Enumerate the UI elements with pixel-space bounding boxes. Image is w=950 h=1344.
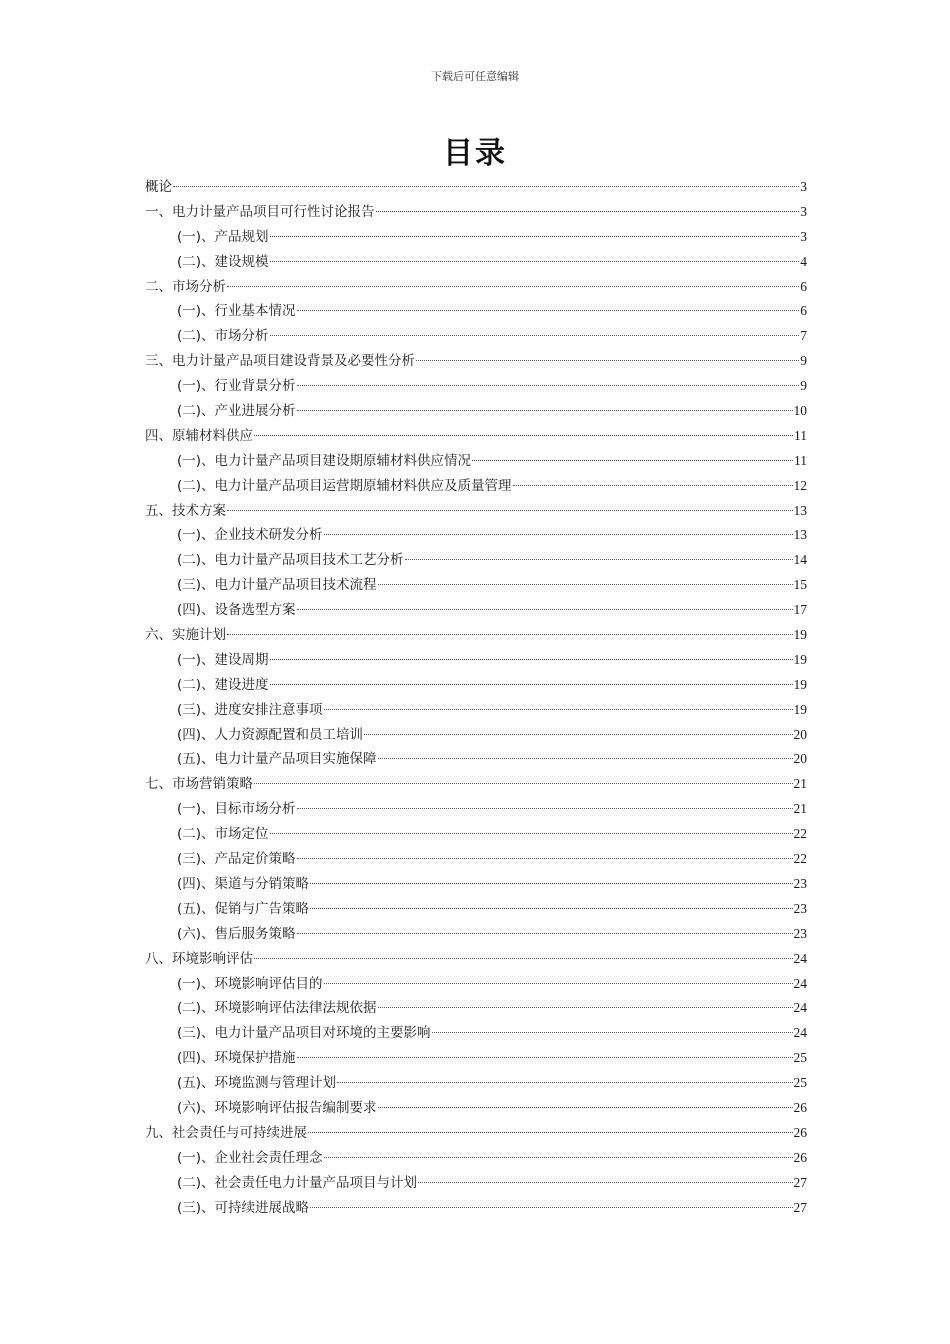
toc-dot-leader bbox=[227, 510, 793, 511]
toc-section-entry[interactable] bbox=[145, 1171, 807, 1196]
toc-dot-leader bbox=[254, 783, 793, 784]
toc-entry-label: (三)、可持续进展战略 bbox=[177, 1199, 310, 1216]
toc-dot-leader bbox=[308, 1132, 793, 1133]
toc-entry-page-number: 17 bbox=[793, 602, 807, 618]
toc-entry-page-number: 15 bbox=[793, 577, 807, 593]
toc-dot-leader bbox=[378, 1107, 793, 1108]
toc-dot-leader bbox=[310, 883, 792, 884]
toc-section-entry[interactable] bbox=[145, 1046, 807, 1071]
page-header-note: 下载后可任意编辑 bbox=[431, 70, 519, 83]
toc-dot-leader bbox=[416, 360, 799, 361]
toc-dot-leader bbox=[432, 1032, 793, 1033]
toc-dot-leader bbox=[297, 858, 793, 859]
toc-chapter-entry[interactable] bbox=[145, 499, 807, 524]
toc-entry-label: (二)、电力计量产品项目运营期原辅材料供应及质量管理 bbox=[177, 477, 512, 494]
toc-section-entry[interactable] bbox=[145, 449, 807, 474]
toc-entry-label: (二)、建设进度 bbox=[177, 676, 269, 693]
toc-section-entry[interactable] bbox=[145, 996, 807, 1021]
toc-section-entry[interactable] bbox=[145, 648, 807, 673]
toc-chapter-entry[interactable] bbox=[145, 772, 807, 797]
toc-dot-leader bbox=[297, 609, 793, 610]
toc-entry-label: (一)、电力计量产品项目建设期原辅材料供应情况 bbox=[177, 452, 472, 469]
toc-dot-leader bbox=[297, 410, 793, 411]
toc-entry-label: (四)、设备选型方案 bbox=[177, 602, 296, 619]
toc-entry-label: (三)、产品定价策略 bbox=[177, 851, 296, 868]
toc-entry-page-number: 3 bbox=[800, 228, 807, 244]
toc-section-entry[interactable] bbox=[145, 747, 807, 772]
toc-dot-leader bbox=[378, 584, 793, 585]
toc-section-entry[interactable] bbox=[145, 598, 807, 623]
toc-entry-page-number: 22 bbox=[793, 851, 807, 867]
toc-entry-label: (二)、市场分析 bbox=[177, 328, 269, 345]
toc-chapter-entry[interactable] bbox=[145, 424, 807, 449]
toc-dot-leader bbox=[297, 310, 800, 311]
toc-dot-leader bbox=[324, 983, 793, 984]
toc-section-entry[interactable] bbox=[145, 1196, 807, 1221]
toc-chapter-entry[interactable] bbox=[145, 349, 807, 374]
toc-dot-leader bbox=[310, 1207, 792, 1208]
toc-dot-leader bbox=[364, 734, 792, 735]
toc-entry-page-number: 21 bbox=[793, 776, 807, 792]
toc-entry-page-number: 24 bbox=[793, 950, 807, 966]
toc-entry-label: (一)、行业背景分析 bbox=[177, 378, 296, 395]
toc-entry-label: 一、电力计量产品项目可行性讨论报告 bbox=[145, 203, 375, 220]
toc-entry-page-number: 10 bbox=[793, 403, 807, 419]
toc-entry-label: (三)、电力计量产品项目对环境的主要影响 bbox=[177, 1025, 431, 1042]
toc-dot-leader bbox=[254, 435, 793, 436]
toc-dot-leader bbox=[513, 485, 793, 486]
toc-chapter-entry[interactable] bbox=[145, 947, 807, 972]
toc-entry-label: (一)、行业基本情况 bbox=[177, 303, 296, 320]
toc-entry-label: 二、市场分析 bbox=[145, 278, 226, 295]
toc-entry-label: 八、环境影响评估 bbox=[145, 950, 253, 967]
toc-dot-leader bbox=[270, 684, 793, 685]
toc-section-entry[interactable] bbox=[145, 1021, 807, 1046]
toc-chapter-entry[interactable] bbox=[145, 1121, 807, 1146]
toc-section-entry[interactable] bbox=[145, 573, 807, 598]
toc-section-entry[interactable] bbox=[145, 872, 807, 897]
toc-entry-label: (四)、环境保护措施 bbox=[177, 1050, 296, 1067]
toc-section-entry[interactable] bbox=[145, 474, 807, 499]
toc-dot-leader bbox=[337, 1082, 792, 1083]
toc-entry-page-number: 19 bbox=[793, 651, 807, 667]
toc-dot-leader bbox=[310, 908, 792, 909]
toc-section-entry[interactable] bbox=[145, 523, 807, 548]
toc-dot-leader bbox=[378, 1007, 793, 1008]
toc-dot-leader bbox=[297, 385, 800, 386]
toc-section-entry[interactable] bbox=[145, 1096, 807, 1121]
toc-section-entry[interactable] bbox=[145, 1146, 807, 1171]
toc-dot-leader bbox=[324, 709, 793, 710]
toc-entry-label: (二)、环境影响评估法律法规依据 bbox=[177, 1000, 377, 1017]
toc-section-entry[interactable] bbox=[145, 972, 807, 997]
toc-section-entry[interactable] bbox=[145, 797, 807, 822]
toc-dot-leader bbox=[227, 286, 799, 287]
toc-entry-page-number: 25 bbox=[793, 1075, 807, 1091]
toc-dot-leader bbox=[324, 1157, 793, 1158]
toc-section-entry[interactable] bbox=[145, 698, 807, 723]
toc-entry-page-number: 11 bbox=[794, 452, 807, 468]
toc-dot-leader bbox=[405, 559, 793, 560]
toc-dot-leader bbox=[376, 211, 800, 212]
toc-title: 目录 bbox=[443, 136, 507, 171]
toc-entry-page-number: 12 bbox=[793, 477, 807, 493]
toc-dot-leader bbox=[378, 758, 793, 759]
toc-entry-page-number: 3 bbox=[800, 179, 807, 194]
toc-entry-page-number: 24 bbox=[793, 1025, 807, 1041]
toc-entry-page-number: 23 bbox=[793, 900, 807, 916]
toc-dot-leader bbox=[270, 261, 800, 262]
toc-entry-label: (五)、环境监测与管理计划 bbox=[177, 1075, 337, 1092]
toc-dot-leader bbox=[173, 186, 799, 187]
toc-entry-page-number: 9 bbox=[800, 378, 807, 394]
toc-entry-page-number: 4 bbox=[800, 253, 807, 269]
toc-entry-label: (四)、人力资源配置和员工培训 bbox=[177, 726, 364, 743]
toc-chapter-entry[interactable] bbox=[145, 275, 807, 300]
toc-section-entry[interactable] bbox=[145, 897, 807, 922]
toc-entry-label: (三)、进度安排注意事项 bbox=[177, 701, 323, 718]
toc-entry-page-number: 21 bbox=[793, 801, 807, 817]
toc-entry-label: (六)、售后服务策略 bbox=[177, 925, 296, 942]
toc-entry-label: (一)、产品规划 bbox=[177, 228, 269, 245]
toc-entry-page-number: 13 bbox=[793, 502, 807, 518]
toc-entry-label: (二)、建设规模 bbox=[177, 253, 269, 270]
toc-section-entry[interactable] bbox=[145, 847, 807, 872]
toc-entry-page-number: 20 bbox=[793, 751, 807, 767]
toc-section-entry[interactable] bbox=[145, 548, 807, 573]
toc-dot-leader bbox=[297, 808, 793, 809]
toc-section-entry[interactable] bbox=[145, 673, 807, 698]
toc-dot-leader bbox=[472, 460, 793, 461]
toc-entry-page-number: 19 bbox=[793, 627, 807, 643]
toc-section-entry[interactable] bbox=[145, 324, 807, 349]
toc-entry-label: (一)、企业技术研发分析 bbox=[177, 527, 323, 544]
toc-dot-leader bbox=[297, 933, 793, 934]
toc-entry-label: (二)、市场定位 bbox=[177, 826, 269, 843]
toc-entry-page-number: 27 bbox=[793, 1199, 807, 1215]
toc-section-entry[interactable] bbox=[145, 723, 807, 748]
toc-chapter-entry[interactable] bbox=[145, 200, 807, 225]
toc-entry-page-number: 6 bbox=[800, 303, 807, 319]
toc-entry-label: 四、原辅材料供应 bbox=[145, 427, 253, 444]
toc-entry-page-number: 27 bbox=[793, 1174, 807, 1190]
toc-entry-page-number: 23 bbox=[793, 925, 807, 941]
toc-entry-page-number: 9 bbox=[800, 353, 807, 369]
table-of-contents bbox=[145, 175, 807, 1220]
toc-entry-page-number: 22 bbox=[793, 826, 807, 842]
toc-entry-label: 三、电力计量产品项目建设背景及必要性分析 bbox=[145, 353, 415, 370]
toc-entry-label: (二)、产业进展分析 bbox=[177, 403, 296, 420]
toc-section-entry[interactable] bbox=[145, 822, 807, 847]
toc-dot-leader bbox=[254, 958, 793, 959]
toc-entry-label: 概论 bbox=[145, 179, 172, 195]
toc-dot-leader bbox=[270, 833, 793, 834]
toc-entry-page-number: 25 bbox=[793, 1050, 807, 1066]
toc-entry-label: (二)、社会责任电力计量产品项目与计划 bbox=[177, 1174, 418, 1191]
toc-chapter-entry[interactable] bbox=[145, 175, 807, 200]
toc-section-entry[interactable] bbox=[145, 225, 807, 250]
toc-section-entry[interactable] bbox=[145, 1071, 807, 1096]
toc-entry-page-number: 19 bbox=[793, 676, 807, 692]
toc-entry-page-number: 14 bbox=[793, 552, 807, 568]
toc-section-entry[interactable] bbox=[145, 250, 807, 275]
toc-entry-page-number: 26 bbox=[793, 1099, 807, 1115]
toc-dot-leader bbox=[297, 1057, 793, 1058]
toc-dot-leader bbox=[270, 335, 800, 336]
toc-entry-label: (一)、企业社会责任理念 bbox=[177, 1149, 323, 1166]
toc-entry-label: 七、市场营销策略 bbox=[145, 776, 253, 793]
toc-entry-page-number: 13 bbox=[793, 527, 807, 543]
toc-entry-page-number: 24 bbox=[793, 1000, 807, 1016]
toc-section-entry[interactable] bbox=[145, 374, 807, 399]
toc-entry-page-number: 26 bbox=[793, 1124, 807, 1140]
toc-entry-label: (一)、环境影响评估目的 bbox=[177, 975, 323, 992]
toc-entry-label: 六、实施计划 bbox=[145, 627, 226, 644]
toc-entry-label: (一)、建设周期 bbox=[177, 651, 269, 668]
toc-entry-label: 五、技术方案 bbox=[145, 502, 226, 519]
toc-entry-page-number: 23 bbox=[793, 875, 807, 891]
toc-entry-label: (一)、目标市场分析 bbox=[177, 801, 296, 818]
toc-entry-page-number: 6 bbox=[800, 278, 807, 294]
toc-entry-page-number: 24 bbox=[793, 975, 807, 991]
toc-entry-label: (五)、促销与广告策略 bbox=[177, 900, 310, 917]
toc-entry-label: (五)、电力计量产品项目实施保障 bbox=[177, 751, 377, 768]
toc-entry-page-number: 26 bbox=[793, 1149, 807, 1165]
toc-entry-page-number: 20 bbox=[793, 726, 807, 742]
toc-dot-leader bbox=[270, 659, 793, 660]
toc-dot-leader bbox=[324, 534, 793, 535]
toc-entry-label: (三)、电力计量产品项目技术流程 bbox=[177, 577, 377, 594]
toc-entry-page-number: 7 bbox=[800, 328, 807, 344]
toc-chapter-entry[interactable] bbox=[145, 623, 807, 648]
toc-entry-label: (四)、渠道与分销策略 bbox=[177, 875, 310, 892]
toc-section-entry[interactable] bbox=[145, 922, 807, 947]
toc-section-entry[interactable] bbox=[145, 299, 807, 324]
toc-dot-leader bbox=[227, 634, 793, 635]
toc-dot-leader bbox=[418, 1182, 792, 1183]
toc-entry-page-number: 19 bbox=[793, 701, 807, 717]
toc-section-entry[interactable] bbox=[145, 399, 807, 424]
toc-dot-leader bbox=[270, 236, 800, 237]
toc-entry-page-number: 3 bbox=[800, 203, 807, 219]
toc-entry-label: (六)、环境影响评估报告编制要求 bbox=[177, 1099, 377, 1116]
toc-entry-label: (二)、电力计量产品项目技术工艺分析 bbox=[177, 552, 404, 569]
toc-entry-page-number: 11 bbox=[794, 427, 807, 443]
toc-entry-label: 九、社会责任与可持续进展 bbox=[145, 1124, 307, 1141]
